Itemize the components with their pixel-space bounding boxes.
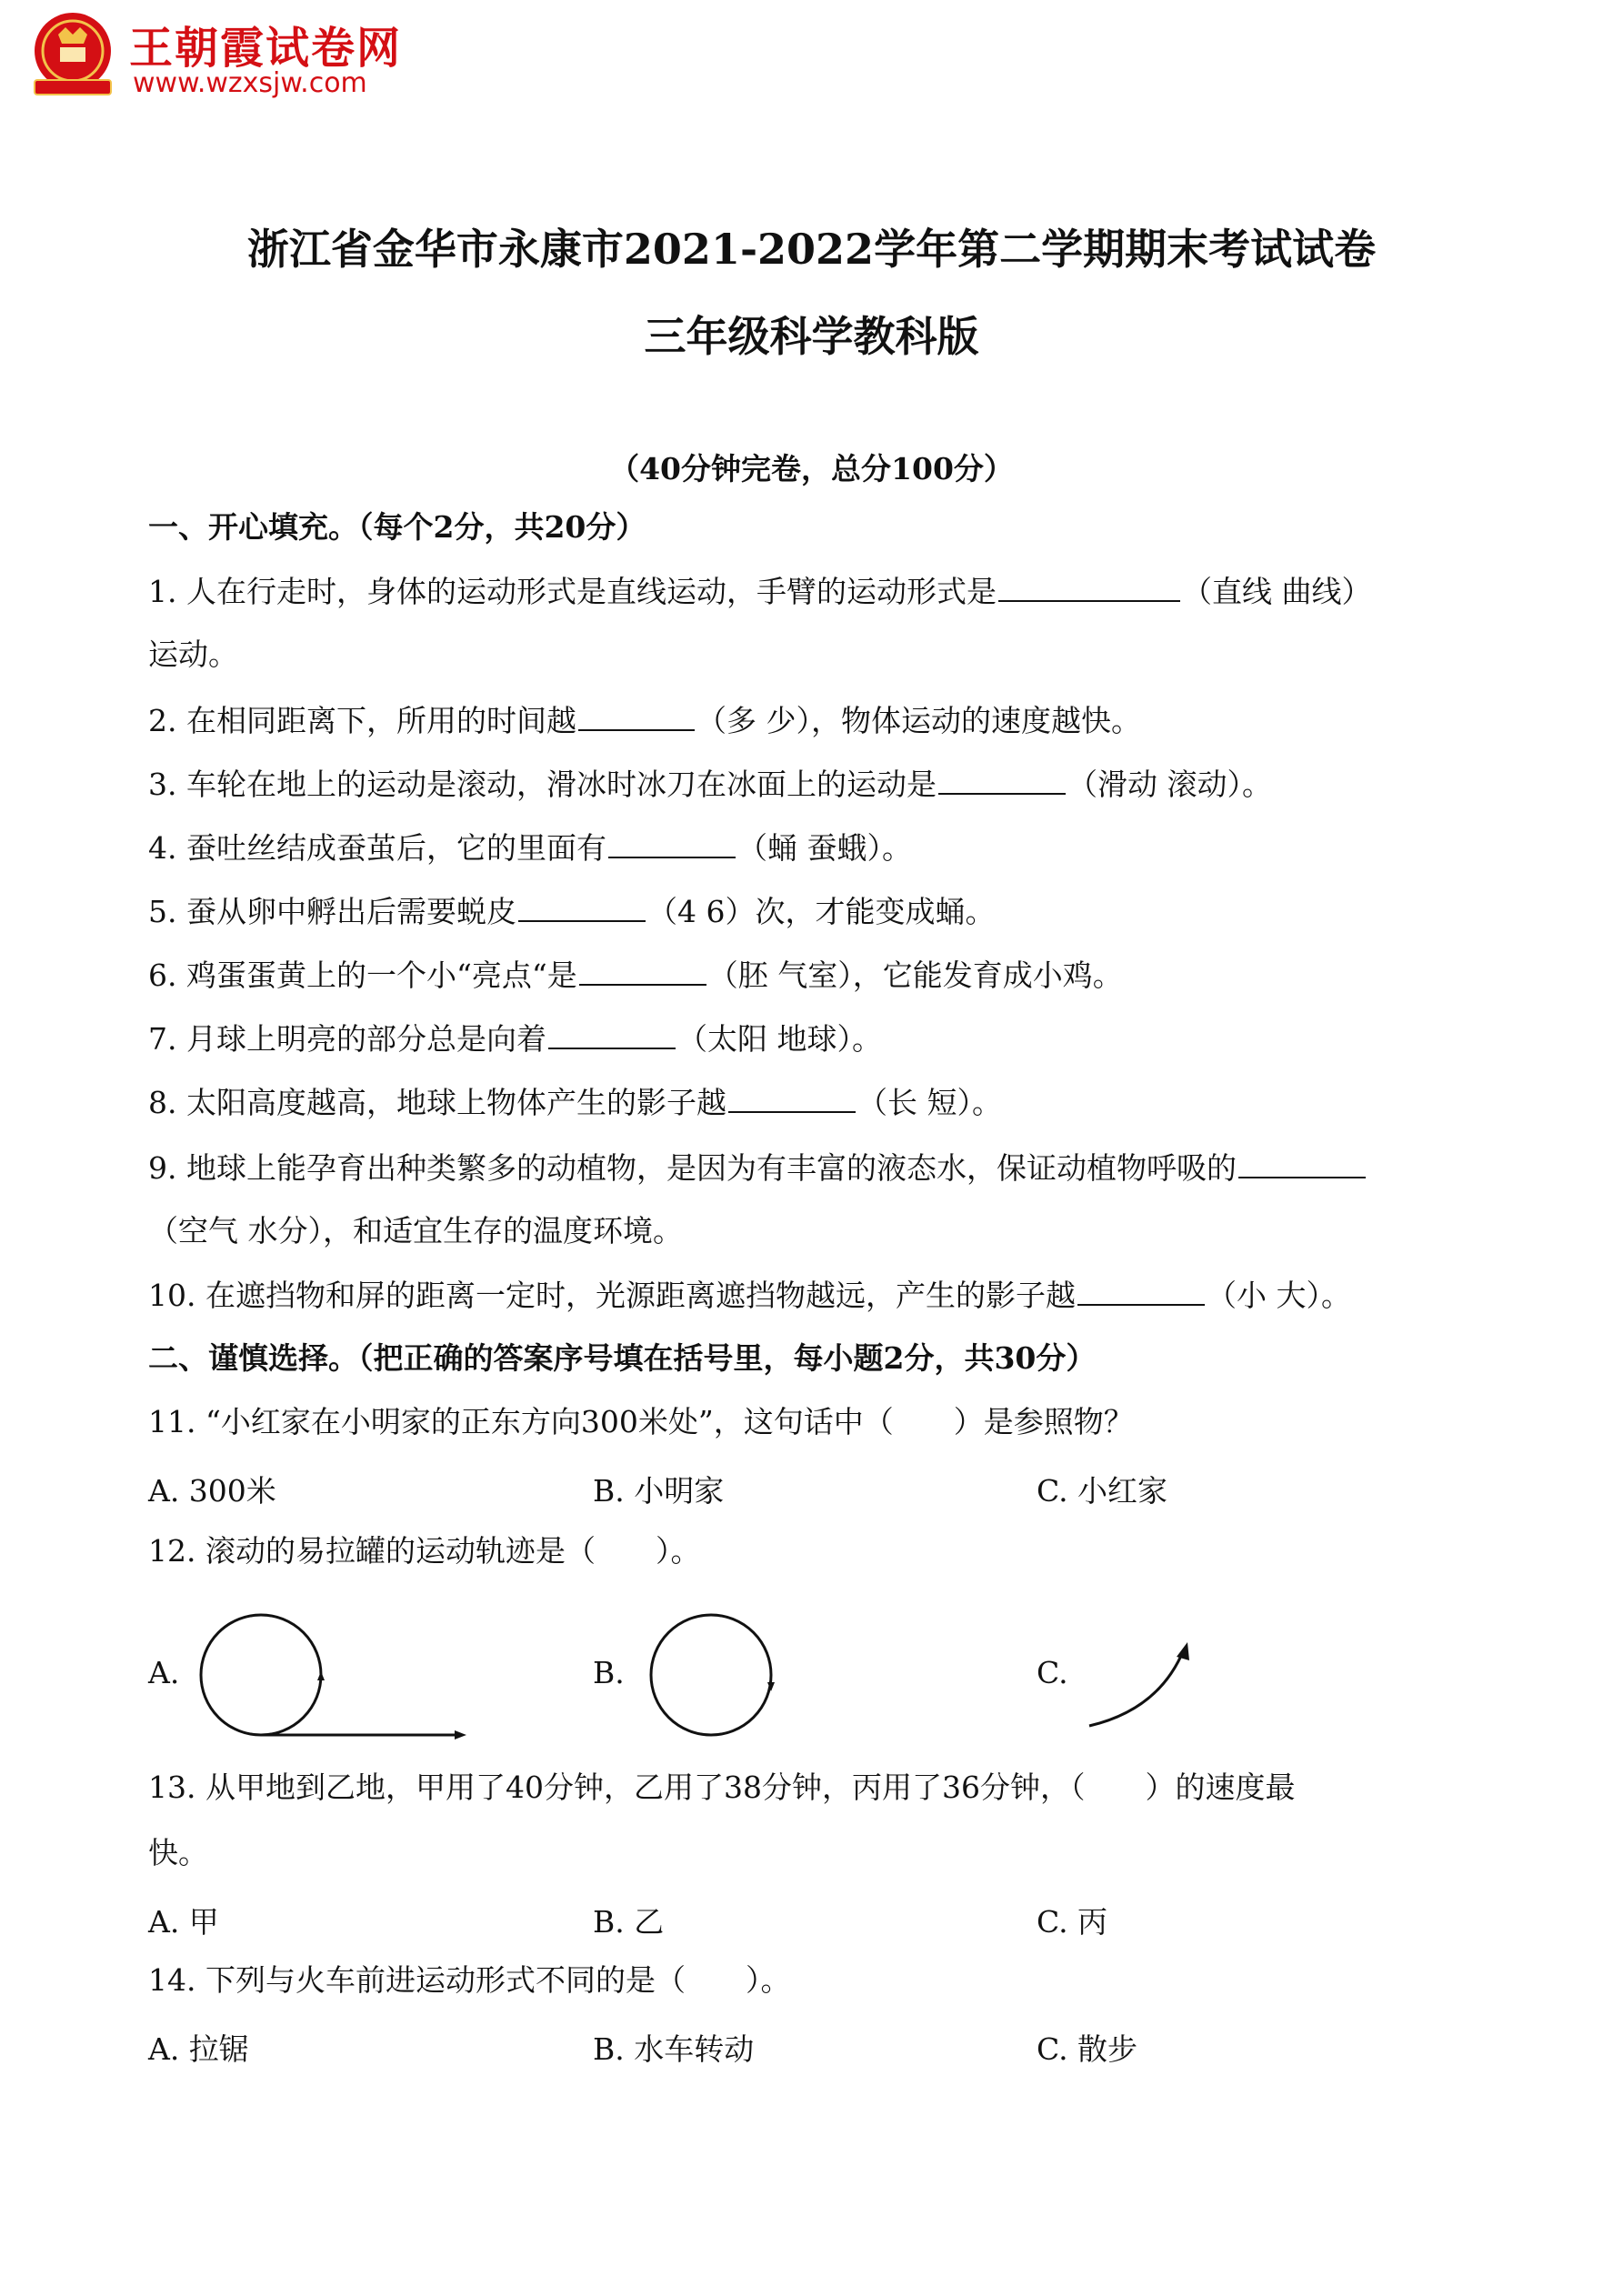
question-text: 8. 太阳高度越高，地球上物体产生的影子越 xyxy=(148,1085,726,1120)
answer-blank[interactable] xyxy=(518,893,646,922)
question-text: 12. 滚动的易拉罐的运动轨迹是（ xyxy=(148,1533,596,1569)
logo-url: www.wzxsjw.com xyxy=(133,67,367,99)
question-14 xyxy=(148,1962,790,1999)
question-text: 6. 鸡蛋蛋黄上的一个小“亮点“是 xyxy=(148,958,577,993)
question-4 xyxy=(148,829,912,867)
answer-blank[interactable] xyxy=(728,1084,856,1113)
question-text: 11. “小红家在小明家的正东方向300米处”，这句话中（ xyxy=(148,1404,894,1439)
question-text: 4. 蚕吐丝结成蚕茧后，它的里面有 xyxy=(148,830,606,866)
exam-info: （40分钟完卷，总分100分） xyxy=(609,451,1014,486)
question-1 xyxy=(148,573,1371,610)
question-12 xyxy=(148,1533,700,1569)
answer-blank[interactable] xyxy=(578,702,695,731)
question-text: 7. 月球上明亮的部分总是向着 xyxy=(148,1021,546,1057)
option-a[interactable]: A. xyxy=(148,1655,180,1690)
question-text: 13. 从甲地到乙地，甲用了40分钟，乙用了38分钟，丙用了36分钟，（ xyxy=(148,1770,1086,1805)
question-6 xyxy=(148,957,1123,994)
question-choices: （蛹 蚕蛾）。 xyxy=(736,830,912,866)
answer-blank[interactable] xyxy=(548,1020,676,1049)
question-choices: （多 少），物体运动的速度越快。 xyxy=(696,703,1141,738)
question-2 xyxy=(148,702,1141,739)
question-choices: （4 6）次，才能变成蛹。 xyxy=(646,894,996,929)
section1-heading: 一、开心填充。（每个2分，共20分） xyxy=(148,509,646,545)
option-c[interactable]: C. 丙 xyxy=(1037,1904,1108,1940)
answer-blank[interactable] xyxy=(608,829,736,858)
logo-badge-icon xyxy=(27,7,122,102)
question-3 xyxy=(148,766,1272,803)
question-text: 5. 蚕从卵中孵出后需要蜕皮 xyxy=(148,894,516,929)
answer-blank[interactable] xyxy=(1077,1277,1205,1306)
site-logo xyxy=(27,7,418,107)
question-13 xyxy=(148,1770,1295,1806)
question-text-end: ）。 xyxy=(745,1962,791,1998)
section2-heading: 二、谨慎选择。（把正确的答案序号填在括号里，每小题2分，共30分） xyxy=(148,1340,1097,1376)
option-c[interactable]: C. xyxy=(1037,1655,1068,1690)
question-9 xyxy=(148,1149,1368,1187)
question-text-end: ）是参照物？ xyxy=(953,1404,1134,1439)
question-1-continued: 运动。 xyxy=(148,637,238,672)
question-choices: （长 短）。 xyxy=(857,1085,1002,1120)
question-choices: （滑动 滚动）。 xyxy=(1067,767,1272,802)
question-8 xyxy=(148,1084,1002,1121)
answer-blank[interactable] xyxy=(938,766,1066,795)
question-13-continued: 快。 xyxy=(148,1835,208,1870)
question-text: 1. 人在行走时，身体的运动形式是直线运动，手臂的运动形式是 xyxy=(148,574,997,609)
question-7 xyxy=(148,1020,882,1058)
arc-path-figure xyxy=(1082,1637,1200,1737)
option-c[interactable]: C. 小红家 xyxy=(1037,1473,1168,1509)
question-choices: （小 大）。 xyxy=(1206,1278,1351,1313)
answer-blank[interactable] xyxy=(998,573,1180,602)
question-text: 2. 在相同距离下，所用的时间越 xyxy=(148,703,576,738)
option-a[interactable]: A. 甲 xyxy=(148,1904,219,1940)
option-b[interactable]: B. 乙 xyxy=(593,1904,665,1940)
option-a[interactable]: A. 300米 xyxy=(148,1473,276,1509)
question-text: 14. 下列与火车前进运动形式不同的是（ xyxy=(148,1962,686,1998)
question-9-continued: （空气 水分），和适宜生存的温度环境。 xyxy=(148,1213,683,1248)
question-choices: （胚 气室），它能发育成小鸡。 xyxy=(707,958,1123,993)
question-11 xyxy=(148,1404,1134,1440)
circle-path-figure xyxy=(641,1609,823,1746)
question-choices: （直线 曲线） xyxy=(1181,574,1372,609)
question-text: 3. 车轮在地上的运动是滚动，滑冰时冰刀在冰面上的运动是 xyxy=(148,767,937,802)
question-text: 10. 在遮挡物和屏的距离一定时，光源距离遮挡物越远，产生的影子越 xyxy=(148,1278,1076,1313)
exam-subtitle: 三年级科学教科版 xyxy=(644,312,979,361)
option-a[interactable]: A. 拉锯 xyxy=(148,2031,249,2067)
question-5 xyxy=(148,893,995,930)
option-b[interactable]: B. 水车转动 xyxy=(593,2031,755,2067)
question-text-end: ）。 xyxy=(655,1533,701,1569)
option-c[interactable]: C. 散步 xyxy=(1037,2031,1138,2067)
question-choices: （太阳 地球）。 xyxy=(676,1021,882,1057)
option-b[interactable]: B. 小明家 xyxy=(593,1473,725,1509)
question-10 xyxy=(148,1277,1351,1314)
logo-title: 王朝霞试卷网 xyxy=(129,23,403,74)
answer-blank[interactable] xyxy=(579,957,706,986)
exam-title: 浙江省金华市永康市2021-2022学年第二学期期末考试试卷 xyxy=(246,225,1377,274)
option-b[interactable]: B. xyxy=(593,1655,625,1690)
question-text: 9. 地球上能孕育出种类繁多的动植物，是因为有丰富的液态水，保证动植物呼吸的 xyxy=(148,1150,1237,1186)
question-text-end: ）的速度最 xyxy=(1145,1770,1296,1805)
circle-rolling-path-figure xyxy=(195,1609,468,1746)
answer-blank[interactable] xyxy=(1238,1149,1366,1178)
